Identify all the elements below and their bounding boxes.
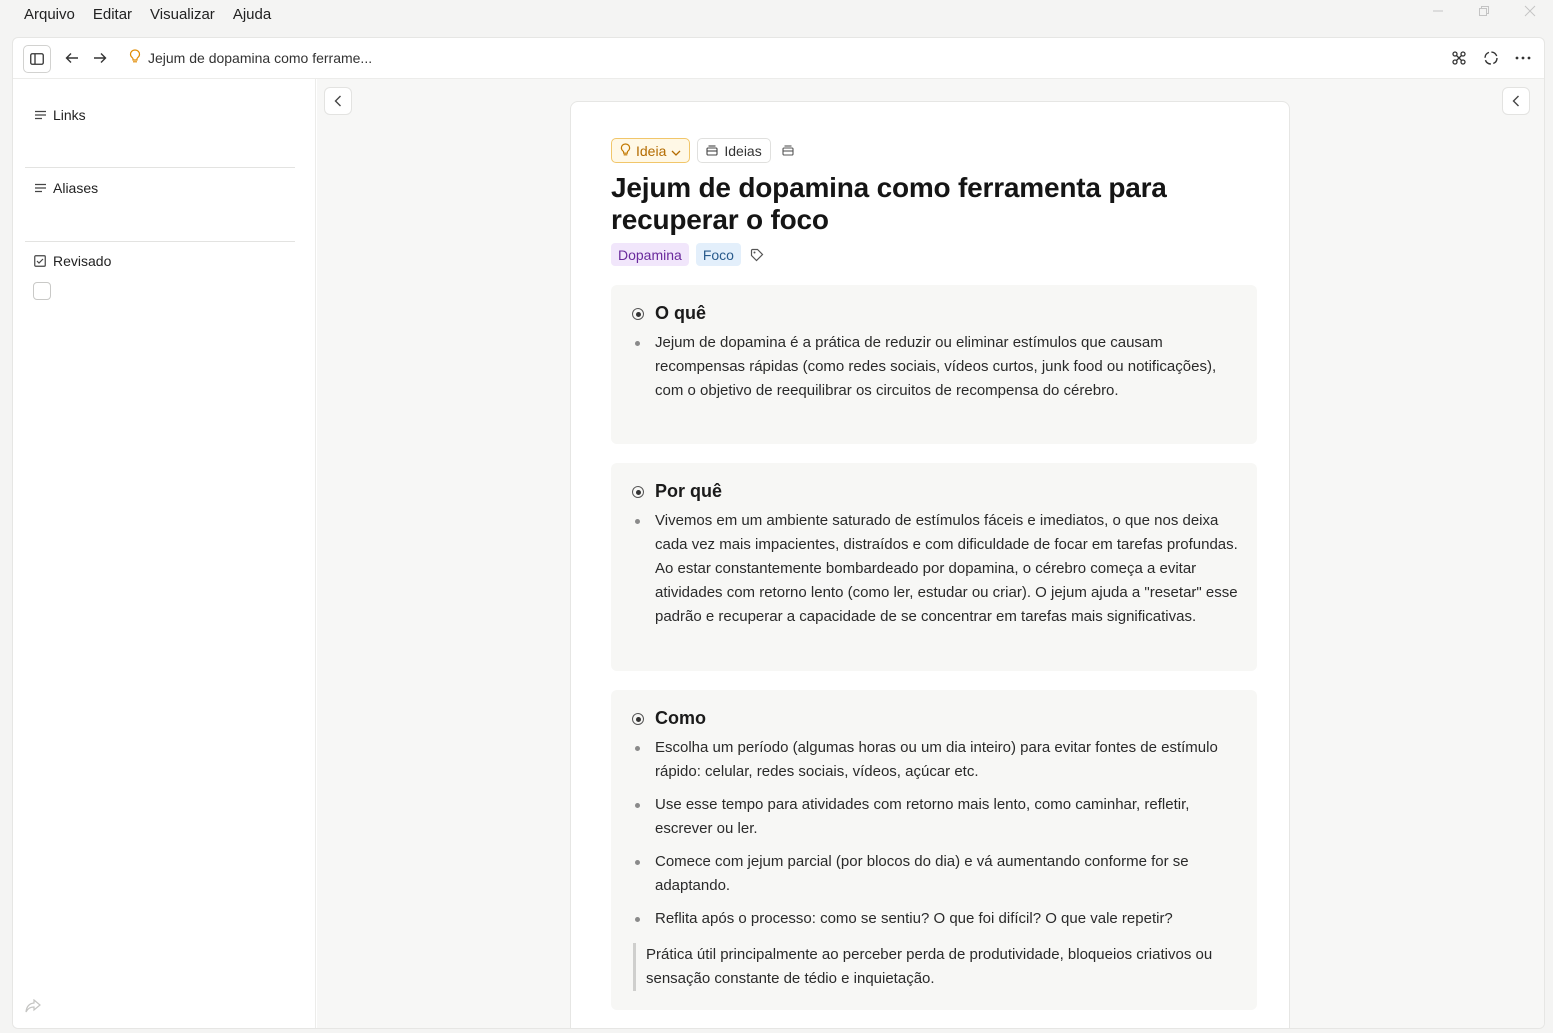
editor-area: [317, 79, 1545, 1029]
properties-panel: [13, 79, 316, 1029]
close-icon[interactable]: [1507, 0, 1553, 22]
menu-arquivo[interactable]: Arquivo: [24, 6, 75, 23]
list-item[interactable]: Use esse tempo para atividades com retorno mais lento, como caminhar, refletir, escrever ou ler.: [655, 796, 1190, 837]
sync-icon[interactable]: [1478, 45, 1504, 71]
graph-icon[interactable]: [1446, 45, 1472, 71]
blockquote[interactable]: Prática útil principalmente ao perceber perda de produtividade, bloqueios criativos ou sensação constante de tédio e inquietação.: [633, 943, 1243, 991]
section-como: [611, 690, 1257, 1010]
list-icon: [34, 182, 46, 194]
collection-chip[interactable]: [697, 138, 770, 163]
chevron-down-icon: [671, 143, 681, 159]
lightbulb-icon: [620, 143, 631, 159]
list-item[interactable]: Jejum de dopamina é a prática de reduzir ou eliminar estímulos que causam recompensas rápidas (como redes sociais, vídeos curtos, junk food ou notificações), com o objetivo de reequilibrar os circuitos de recompensa do cérebro.: [655, 334, 1217, 399]
type-chip[interactable]: [611, 138, 690, 163]
app-window: [12, 37, 1545, 1029]
bullet-dot: [635, 341, 640, 346]
chevron-left-icon[interactable]: [324, 87, 352, 115]
bullet-dot: [635, 860, 640, 865]
window-controls: [1415, 0, 1553, 22]
note-title[interactable]: Jejum de dopamina como ferramenta para recuperar o foco: [611, 172, 1167, 235]
divider: [25, 167, 295, 168]
section-heading[interactable]: Por quê: [655, 481, 723, 501]
tag-icon[interactable]: [748, 243, 766, 266]
divider: [25, 241, 295, 242]
property-revisado-label: Revisado: [53, 253, 112, 269]
archive-icon[interactable]: [778, 138, 798, 163]
tag-dopamina[interactable]: Dopamina: [611, 243, 689, 266]
property-revisado[interactable]: [34, 253, 111, 269]
bullet-dot: [635, 519, 640, 524]
section-por-que: [611, 463, 1257, 671]
section-heading[interactable]: Como: [655, 708, 706, 728]
revisado-checkbox[interactable]: [33, 282, 51, 300]
menu-visualizar[interactable]: Visualizar: [150, 6, 215, 23]
lightbulb-icon: [129, 49, 141, 66]
chevron-left-icon[interactable]: [1502, 87, 1530, 115]
property-links-label: Links: [53, 107, 86, 123]
menu-ajuda[interactable]: Ajuda: [232, 6, 272, 23]
property-aliases[interactable]: [34, 180, 98, 196]
section-heading[interactable]: O quê: [655, 303, 707, 323]
breadcrumb[interactable]: [129, 49, 372, 66]
section-bullet-icon: [632, 486, 644, 498]
tag-foco[interactable]: Foco: [696, 243, 741, 266]
bullet-dot: [635, 803, 640, 808]
tag-list: [611, 243, 766, 266]
minimize-icon[interactable]: [1415, 0, 1461, 22]
section-bullet-icon: [632, 308, 644, 320]
section-bullet-icon: [632, 713, 644, 725]
bullet-dot: [635, 917, 640, 922]
property-aliases-label: Aliases: [53, 180, 99, 196]
bullet-dot: [635, 746, 640, 751]
property-links[interactable]: [34, 107, 86, 123]
checkbox-icon: [34, 255, 46, 267]
menu-bar: [0, 0, 1553, 30]
arrow-right-icon[interactable]: [87, 45, 113, 71]
sidebar-toggle-icon[interactable]: [23, 45, 51, 73]
toolbar: [13, 38, 1545, 79]
breadcrumb-title[interactable]: Jejum de dopamina como ferrame...: [148, 49, 373, 66]
list-item[interactable]: Comece com jejum parcial (por blocos do dia) e vá aumentando conforme for se adaptando.: [655, 853, 1189, 894]
type-chip-label: Ideia: [636, 142, 667, 159]
collection-chip-label: Ideias: [724, 142, 762, 159]
list-item[interactable]: Vivemos em um ambiente saturado de estímulos fáceis e imediatos, o que nos deixa cada vez mais impacientes, distraídos e com dificuldade de focar em tarefas profundas. Ao estar constantemente bombardeado por dopamina, o cérebro começa a evitar atividades com retorno lento (como ler, estudar ou criar). O jejum ajuda a "resetar" esse padrão e recuperar a capacidade de se concentrar em tarefas mais significativas.: [655, 512, 1238, 625]
list-item[interactable]: Escolha um período (algumas horas ou um dia inteiro) para evitar fontes de estímulo rápido: celular, redes sociais, vídeos, açúcar etc.: [655, 739, 1218, 780]
menu-editar[interactable]: Editar: [92, 6, 133, 23]
arrow-left-icon[interactable]: [59, 45, 85, 71]
collection-icon: [706, 143, 718, 159]
note-chips: [611, 138, 798, 163]
more-icon[interactable]: [1510, 45, 1536, 71]
maximize-icon[interactable]: [1461, 0, 1507, 22]
share-icon[interactable]: [25, 999, 41, 1018]
list-icon: [34, 109, 46, 121]
note-card: [570, 101, 1290, 1029]
list-item[interactable]: Reflita após o processo: como se sentiu? O que foi difícil? O que vale repetir?: [655, 910, 1173, 927]
section-o-que: [611, 285, 1257, 444]
